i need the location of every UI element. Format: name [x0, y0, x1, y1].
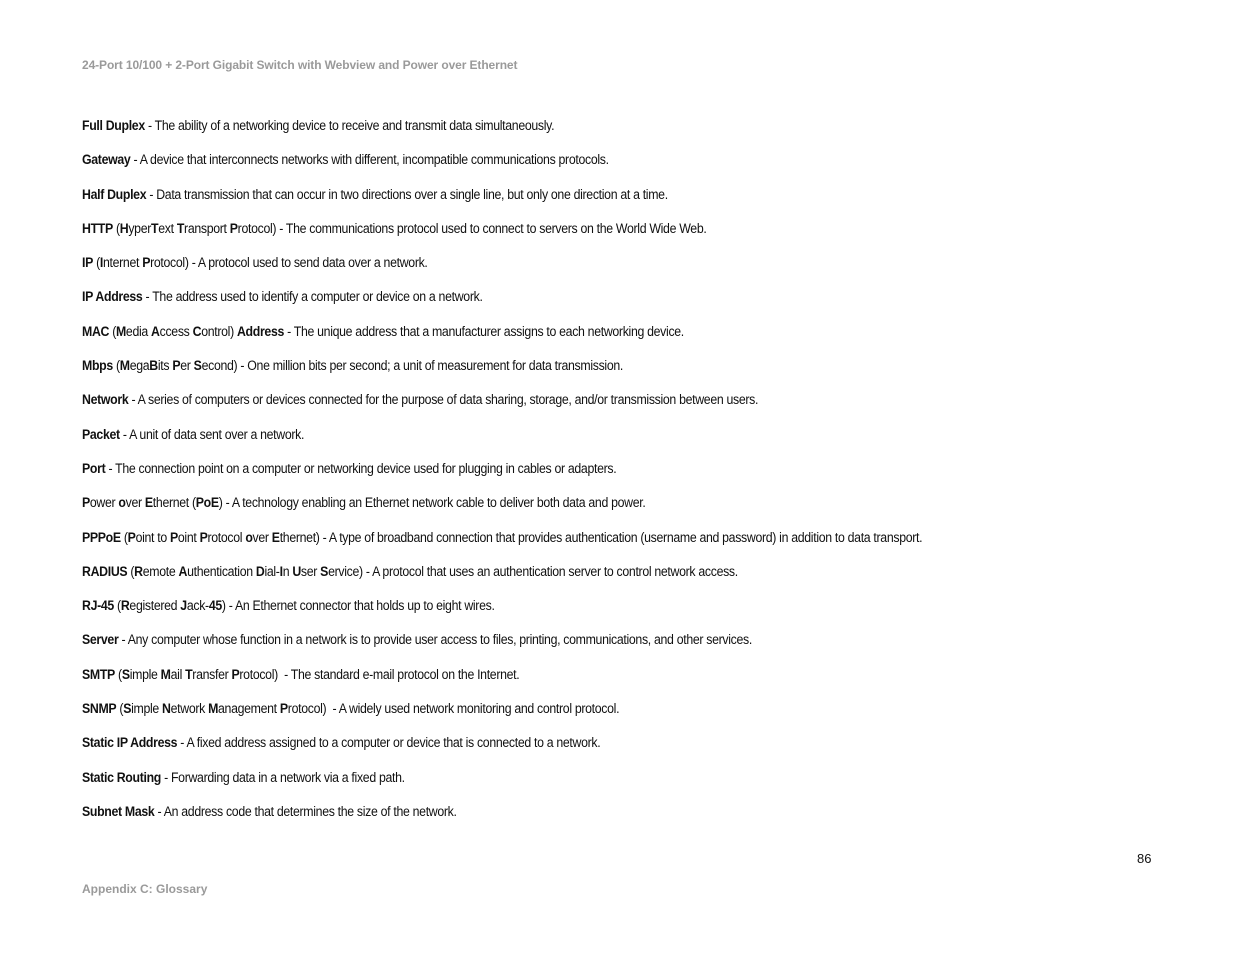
glossary-text: ( [112, 358, 120, 374]
glossary-entry [82, 460, 1094, 494]
glossary-text: - The connection point on a computer or networking device used for plugging in cables or adapters. [105, 460, 617, 476]
glossary-term: P [127, 529, 136, 545]
glossary-term: S [121, 666, 130, 682]
glossary-text: ) - An Ethernet connector that holds up to eight wires. [221, 598, 495, 614]
glossary-term: I [99, 255, 103, 271]
glossary-text: rotocol) - A protocol used to send data over a network. [150, 255, 428, 271]
glossary-text: ccess [159, 323, 193, 339]
glossary-text: ervice) - A protocol that uses an authentication server to control network access. [328, 563, 738, 579]
glossary-term: R [134, 563, 143, 579]
glossary-term: M [115, 323, 126, 339]
glossary-entry [82, 631, 1094, 665]
glossary-entry [82, 563, 1094, 597]
glossary-entry [82, 357, 1094, 391]
glossary-term: RADIUS [82, 563, 128, 579]
footer-section-title: Appendix C: Glossary [82, 882, 208, 896]
glossary-text: ( [127, 563, 135, 579]
glossary-entry [82, 734, 1094, 768]
glossary-text: ontrol) [201, 323, 237, 339]
glossary-text: uthentication [187, 563, 256, 579]
glossary-term: Network [82, 392, 129, 408]
glossary-text: thernet ( [152, 495, 196, 511]
glossary-term: S [193, 358, 202, 374]
glossary-text: ( [109, 323, 116, 339]
glossary-term: A [151, 323, 160, 339]
glossary-text: rotocol) - The communications protocol used to connect to servers on the World Wide Web. [237, 220, 707, 236]
glossary-text: rotocol) - A widely used network monitoring and control protocol. [287, 701, 620, 717]
glossary-term: M [208, 701, 219, 717]
glossary-text: ( [116, 701, 124, 717]
glossary-term: Server [82, 632, 119, 648]
glossary-term: T [151, 220, 159, 236]
glossary-term: Mbps [82, 358, 113, 374]
glossary-term: o [245, 529, 253, 545]
glossary-entry [82, 288, 1094, 322]
glossary-text: ransfer [192, 666, 232, 682]
glossary-term: Port [82, 460, 106, 476]
glossary-term: P [229, 220, 238, 236]
glossary-term: P [279, 701, 288, 717]
glossary-text: nternet [102, 255, 143, 271]
glossary-text: - A unit of data sent over a network. [119, 426, 305, 442]
glossary-term: P [82, 495, 90, 511]
glossary-text: ver [252, 529, 272, 545]
glossary-term: E [144, 495, 153, 511]
glossary-entry [82, 391, 1094, 425]
glossary-term: Static Routing [82, 769, 161, 785]
glossary-entry [82, 494, 1094, 528]
glossary-term: PPPoE [82, 529, 121, 545]
glossary-term: U [292, 563, 301, 579]
glossary-term: M [119, 358, 130, 374]
glossary-term: B [149, 358, 158, 374]
glossary-term: T [185, 666, 193, 682]
glossary-text: ( [113, 598, 121, 614]
glossary-term: 45 [208, 598, 222, 614]
glossary-term: SMTP [82, 666, 115, 682]
glossary-term: H [119, 220, 129, 236]
glossary-text: ail [170, 666, 186, 682]
glossary-text: ial- [264, 563, 280, 579]
glossary-term: S [123, 701, 132, 717]
glossary-term: P [172, 358, 181, 374]
glossary-text: yper [128, 220, 152, 236]
glossary-entry [82, 597, 1094, 631]
glossary-text: - Any computer whose function in a network is to provide user access to files, printing, communications, and other services. [118, 632, 752, 648]
glossary-term: M [160, 666, 171, 682]
glossary-text: emote [142, 563, 179, 579]
glossary-text: thernet) - A type of broadband connection that provides authentication (username and password) in addition to data transport. [279, 529, 923, 545]
glossary-entry [82, 323, 1094, 357]
glossary-text: - The ability of a networking device to receive and transmit data simultaneously. [144, 118, 555, 133]
glossary-entry [82, 426, 1094, 460]
glossary-text: imple [129, 666, 161, 682]
glossary-entry [82, 700, 1094, 734]
glossary-text: ver [125, 495, 145, 511]
glossary-term: S [320, 563, 329, 579]
glossary-term: PoE [195, 495, 219, 511]
glossary-text: ) - A technology enabling an Ethernet network cable to deliver both data and power. [218, 495, 646, 511]
glossary-text: - A fixed address assigned to a computer or device that is connected to a network. [177, 735, 601, 751]
glossary-term: Packet [82, 426, 120, 442]
glossary-text: n [282, 563, 293, 579]
glossary-text: egistered [129, 598, 181, 614]
glossary-term: N [162, 701, 171, 717]
glossary-term: MAC [82, 323, 110, 339]
glossary-term: R [120, 598, 130, 614]
glossary-term: A [178, 563, 188, 579]
glossary-text: rotocol) - The standard e-mail protocol on the Internet. [239, 666, 520, 682]
glossary-text: - Forwarding data in a network via a fixed path. [160, 769, 405, 785]
glossary-text: ( [120, 529, 128, 545]
glossary-term: Subnet Mask [82, 803, 155, 819]
glossary-term: Half Duplex [82, 186, 147, 202]
glossary-term: HTTP [82, 220, 113, 236]
glossary-term: Static IP Address [82, 735, 178, 751]
glossary-text: ( [92, 255, 100, 271]
glossary-term: Full Duplex [82, 118, 145, 133]
glossary-text: - An address code that determines the size of the network. [154, 803, 457, 819]
glossary-text: ransport [184, 220, 230, 236]
glossary-text: oint [177, 529, 200, 545]
glossary-text: edia [125, 323, 152, 339]
glossary-text: etwork [170, 701, 209, 717]
glossary-term: J [180, 598, 187, 614]
glossary-text: ( [112, 220, 120, 236]
glossary-text: - The unique address that a manufacturer assigns to each networking device. [284, 323, 684, 339]
page-number: 86 [1137, 851, 1152, 866]
glossary-entry [82, 151, 1094, 185]
glossary-text: er [180, 358, 194, 374]
glossary-text: ext [158, 220, 177, 236]
glossary-entry [82, 803, 1094, 837]
glossary-text: ega [129, 358, 150, 374]
glossary-list [82, 117, 1182, 837]
glossary-entry [82, 666, 1094, 700]
glossary-text: oint to [135, 529, 170, 545]
glossary-entry [82, 254, 1094, 288]
glossary-text: - The address used to identify a computer or device on a network. [142, 289, 483, 305]
glossary-text: econd) - One million bits per second; a unit of measurement for data transmission. [201, 358, 623, 374]
glossary-term: P [142, 255, 151, 271]
glossary-term: o [118, 495, 126, 511]
glossary-entry [82, 117, 1094, 151]
glossary-text: ( [114, 666, 122, 682]
glossary-text: - A device that interconnects networks with different, incompatible communications protocols. [130, 152, 609, 168]
glossary-text: its [157, 358, 173, 374]
glossary-entry [82, 220, 1094, 254]
glossary-term: I [279, 563, 283, 579]
glossary-term: E [271, 529, 280, 545]
glossary-text: ack- [186, 598, 209, 614]
glossary-entry [82, 769, 1094, 803]
glossary-term: T [176, 220, 185, 236]
glossary-term: D [255, 563, 265, 579]
glossary-text: - A series of computers or devices connected for the purpose of data sharing, storage, and/or transmission between users. [128, 392, 759, 408]
glossary-term: IP Address [82, 289, 143, 305]
glossary-term: RJ-45 [82, 598, 114, 614]
glossary-term: P [169, 529, 178, 545]
glossary-entry [82, 186, 1094, 220]
glossary-text: rotocol [207, 529, 246, 545]
glossary-term: P [199, 529, 208, 545]
glossary-text: imple [131, 701, 163, 717]
glossary-text: anagement [218, 701, 280, 717]
document-header-title: 24-Port 10/100 + 2-Port Gigabit Switch with Webview and Power over Ethernet [82, 58, 518, 72]
glossary-term: Address [236, 323, 285, 339]
glossary-term: Gateway [82, 152, 131, 168]
glossary-term: IP [82, 255, 93, 271]
glossary-text: - Data transmission that can occur in two directions over a single line, but only one direction at a time. [146, 186, 668, 202]
glossary-text: ower [89, 495, 119, 511]
glossary-entry [82, 529, 1094, 563]
glossary-term: C [192, 323, 202, 339]
glossary-text: ser [300, 563, 321, 579]
glossary-term: SNMP [82, 701, 117, 717]
glossary-term: P [231, 666, 240, 682]
